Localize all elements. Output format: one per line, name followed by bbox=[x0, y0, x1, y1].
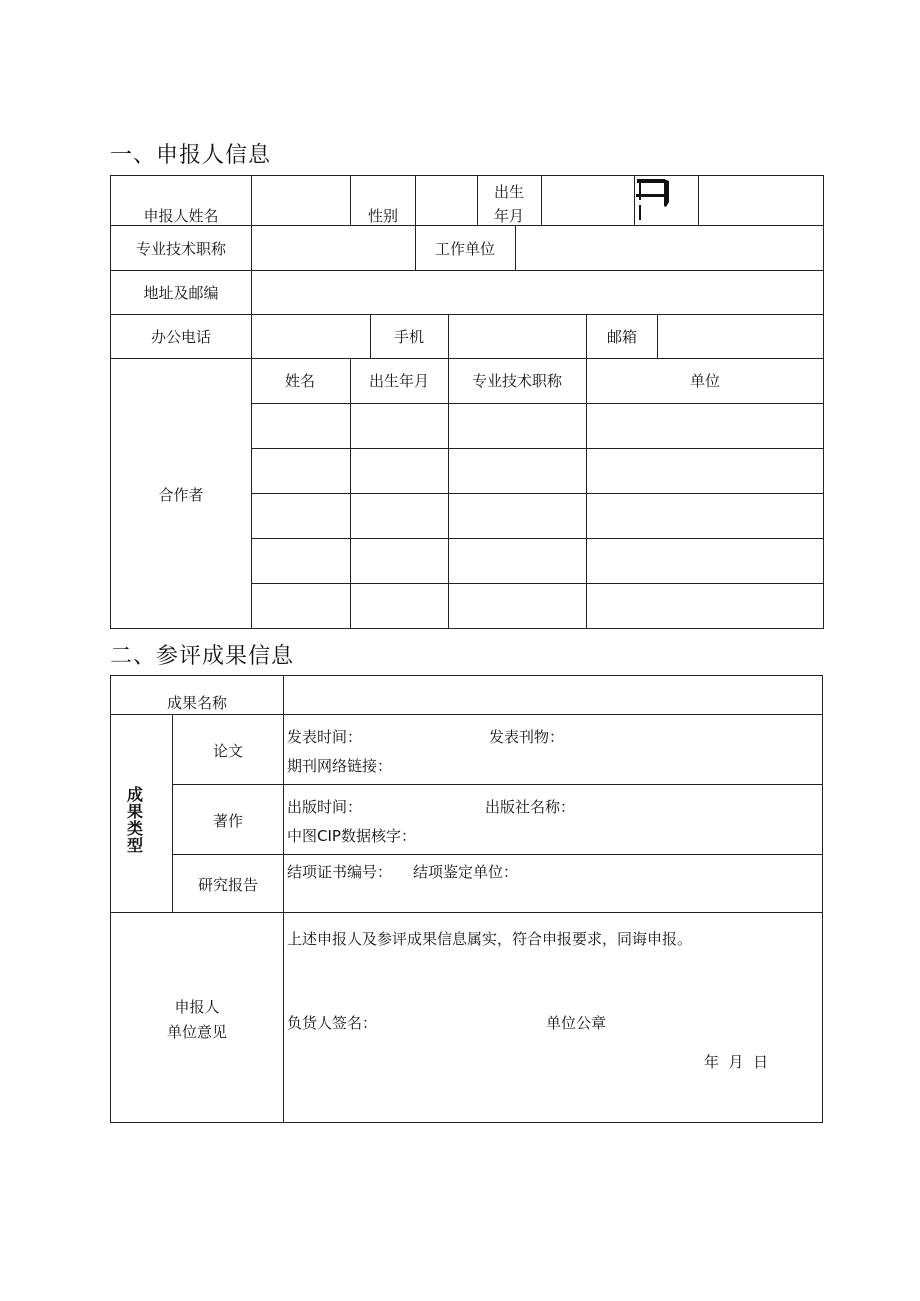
report-cert-no: 结项证书编号： bbox=[287, 863, 393, 881]
paper-link: 期刊网络链接： bbox=[287, 757, 393, 775]
address-label: 地址及邮编 bbox=[143, 284, 219, 302]
report-unit: 结项鉴定单位： bbox=[413, 863, 519, 881]
signature-label: 负货人签名： bbox=[287, 1014, 378, 1032]
result-name-label: 成果名称 bbox=[166, 694, 228, 712]
book-publisher: 出版社名称： bbox=[485, 798, 576, 816]
report-label: 研究报告 bbox=[197, 876, 259, 894]
photo-cell-mark-icon bbox=[636, 178, 676, 222]
work-unit-label: 工作单位 bbox=[434, 240, 496, 258]
opinion-statement: 上述申报人及参评成果信息属实，符合申报要求，同诲申报。 bbox=[287, 930, 693, 948]
book-pub-time: 出版时间： bbox=[287, 798, 363, 816]
collaborators-label: 合作者 bbox=[158, 486, 204, 504]
paper-label: 论文 bbox=[212, 742, 244, 760]
gender-label: 性别 bbox=[367, 207, 399, 225]
office-phone-label: 办公电话 bbox=[150, 328, 212, 346]
opinion-label-line1: 申报人 bbox=[174, 998, 220, 1016]
mobile-label: 手机 bbox=[393, 328, 425, 346]
section1-title: 一、申报人信息 bbox=[110, 143, 272, 168]
opinion-label-line2: 单位意见 bbox=[166, 1023, 228, 1041]
section2-title: 二、参评成果信息 bbox=[110, 644, 295, 669]
collab-header-unit: 单位 bbox=[689, 372, 721, 390]
applicant-name-label: 申报人姓名 bbox=[143, 207, 219, 225]
book-label: 著作 bbox=[212, 812, 244, 830]
paper-journal: 发表刊物： bbox=[489, 728, 565, 746]
result-type-label: 成果类型 bbox=[126, 785, 143, 855]
birth-label-line2: 年月 bbox=[493, 207, 525, 225]
professional-title-label: 专业技术职称 bbox=[135, 240, 227, 258]
collab-header-title: 专业技术职称 bbox=[471, 372, 563, 390]
date-label: 年 月 日 bbox=[704, 1053, 769, 1071]
seal-label: 单位公章 bbox=[546, 1014, 607, 1032]
collab-header-name: 姓名 bbox=[284, 372, 316, 390]
paper-pub-time: 发表时间： bbox=[287, 728, 363, 746]
book-cip: 中图CIP数据核字： bbox=[287, 827, 416, 845]
birth-label-line1: 出生 bbox=[493, 183, 525, 201]
email-label: 邮箱 bbox=[606, 328, 638, 346]
collab-header-birth: 出生年月 bbox=[368, 372, 430, 390]
